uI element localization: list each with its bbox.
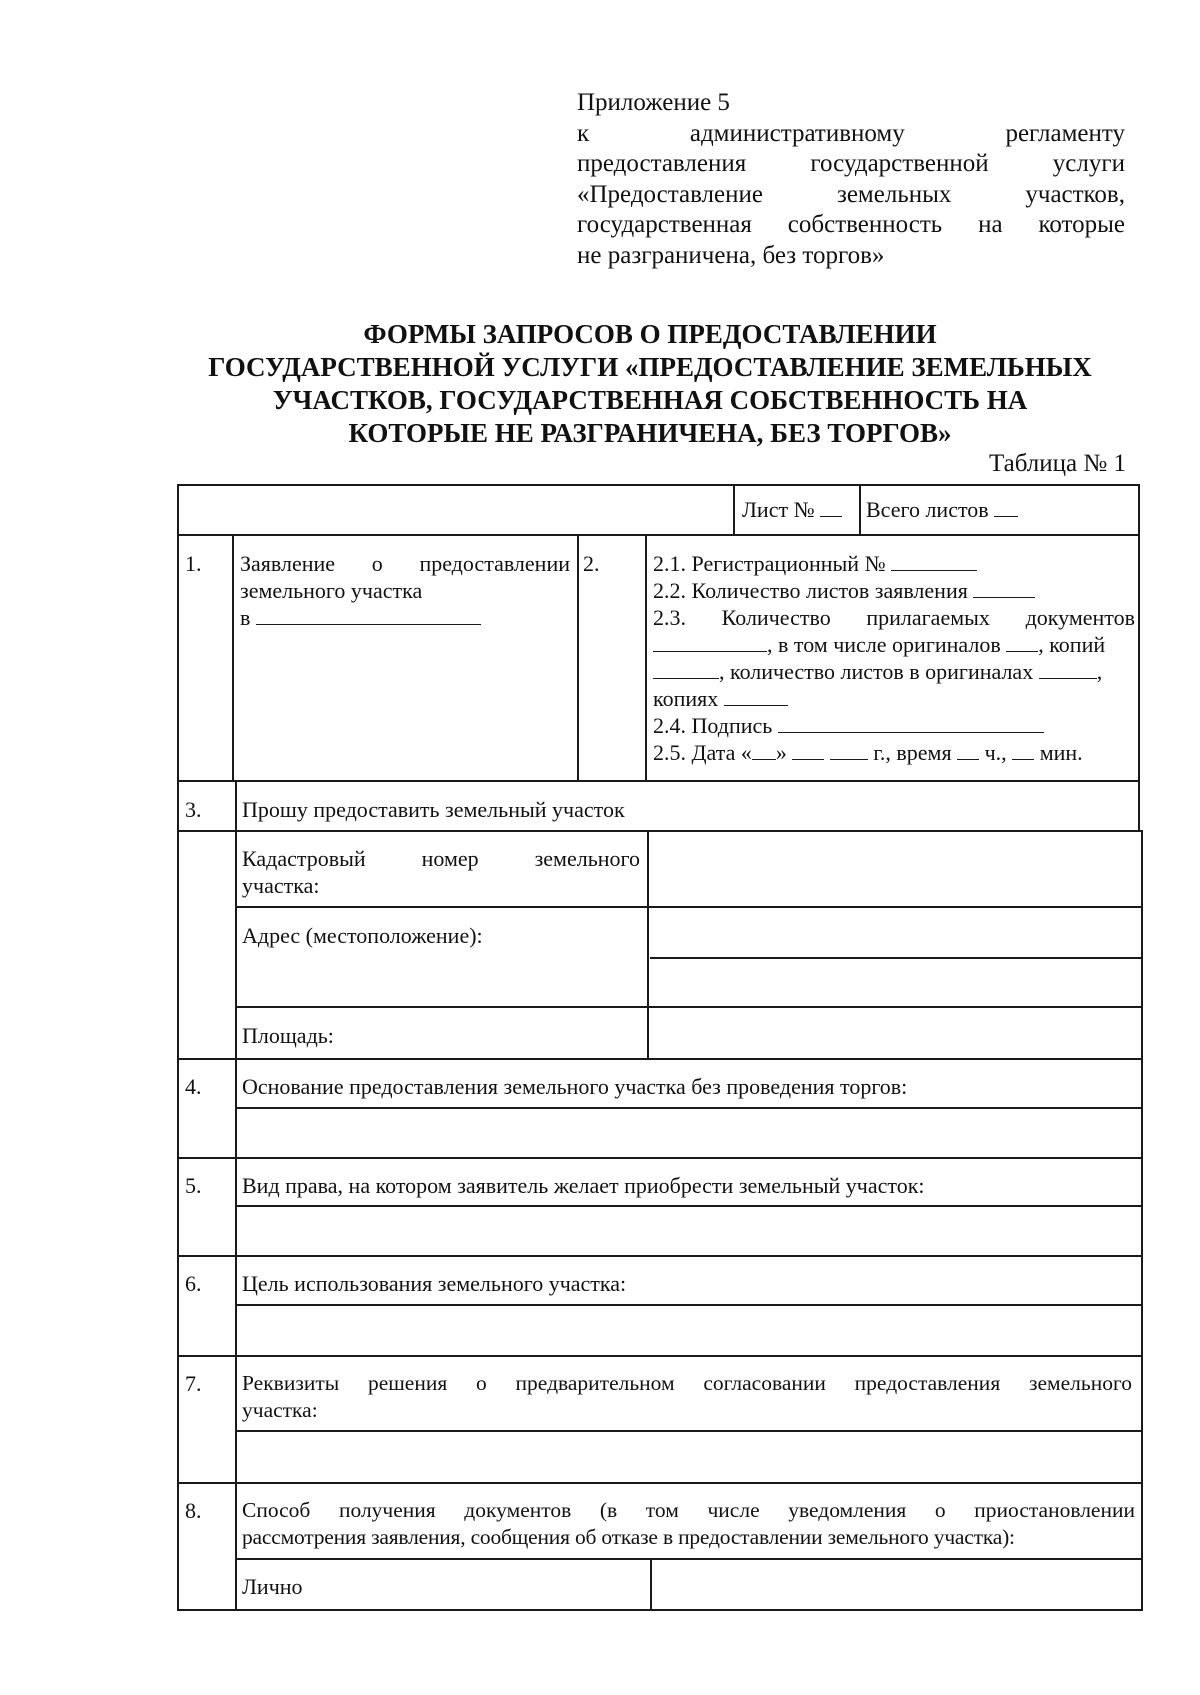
table-border [177,1609,1143,1611]
text-word: о [371,551,383,576]
table-number: Таблица № 1 [988,450,1126,477]
text-word: предоставлении [419,551,570,576]
sheet-number-label [742,496,842,523]
originals-field [653,631,1105,658]
fill-line[interactable] [820,498,842,517]
row-number: 2. [583,551,600,576]
document-title [150,318,1150,450]
fill-line[interactable] [957,741,979,760]
table-border [647,830,649,1058]
table-border [177,1482,1143,1484]
annex-line: предоставления государственной услуги [577,150,1125,177]
application-recipient [240,604,481,631]
table-border [177,1058,1143,1060]
fill-line[interactable] [724,687,788,706]
purpose-label: Цель использования земельного участка: [242,1271,627,1296]
decision-details-label-2: участка: [242,1398,318,1422]
delivery-method-label-2: рассмотрения заявления, сообщения об отказе в предоставлении земельного участка): [242,1525,1015,1549]
sheets-total-label [866,496,1018,523]
field-label: ч., [984,740,1007,765]
table-border [177,780,1140,782]
recipient-fill-line[interactable] [256,606,481,625]
fill-line[interactable] [973,579,1035,598]
annex-line: «Предоставление земельных участков, [577,180,1125,208]
field-label: 2.4. Подпись [653,713,773,738]
table-border [177,484,179,1610]
table-border [235,1430,1143,1432]
field-label: 2.2. Количество листов заявления [653,578,968,603]
row-number: 3. [185,797,202,822]
text-word: Заявление [240,551,336,576]
date-field [653,739,1083,766]
table-border [177,830,1143,832]
registration-number-field [653,550,977,577]
application-title [240,550,570,577]
annex-word: административному [689,119,905,147]
annex-word: к [577,119,590,147]
field-label: г., время [873,740,952,765]
field-label: 2.1. Регистрационный № [653,551,886,576]
table-border [859,484,861,534]
field-label: 2.5. Дата « [653,740,752,765]
row-number: 6. [185,1271,202,1296]
title-line: ГОСУДАРСТВЕННОЙ УСЛУГИ «ПРЕДОСТАВЛЕНИЕ ЗЕМЕЛЬНЫХ [208,352,1092,382]
field-label: 2.3. [653,605,686,630]
table-border [733,484,735,534]
field-label: , копий [1038,632,1106,657]
field-label: прилагаемых [866,605,990,630]
decision-details-label: Реквизиты решения о предварительном согласовании предоставления земельного [242,1371,1132,1395]
table-border [235,1205,1143,1207]
signature-field [653,712,1044,739]
title-line: КОТОРЫЕ НЕ РАЗГРАНИЧЕНА, БЕЗ ТОРГОВ» [348,418,952,448]
field-label: » [775,740,787,765]
table-border [645,534,647,780]
originals-sheets-field [653,658,1102,685]
table-border [177,1355,1143,1357]
application-sheets-field [653,577,1035,604]
annex-word: регламенту [1005,119,1125,147]
fill-line[interactable] [994,498,1018,517]
text-word: номер [421,846,479,871]
table-border [1141,830,1143,1610]
cadastral-number-label [242,845,640,872]
field-label: , количество листов в оригиналах [719,659,1034,684]
annex-header [577,88,1125,271]
area-label: Площадь: [242,1023,334,1048]
title-line: УЧАСТКОВ, ГОСУДАРСТВЕННАЯ СОБСТВЕННОСТЬ НА [272,385,1028,415]
sheets-total-text: Всего листов [866,497,989,522]
fill-line[interactable] [792,741,824,760]
annex-line: Приложение 5 [577,89,730,116]
table-border [577,534,579,780]
table-border [177,484,1140,486]
table-border [235,1107,1143,1109]
row-number: 8. [185,1498,202,1523]
attached-documents-field [653,604,1135,631]
annex-line [577,119,1125,150]
table-border [1138,484,1140,830]
table-border [650,1558,652,1609]
row-number: 5. [185,1173,202,1198]
table-border [235,1558,1143,1560]
table-border [235,780,237,1610]
field-label: , [1096,659,1103,684]
fill-line[interactable] [653,633,767,652]
fill-line[interactable] [1012,741,1034,760]
sheet-number-text: Лист № [742,497,815,522]
application-subtitle: земельного участка [240,578,423,603]
right-type-label: Вид права, на котором заявитель желает приобрести земельный участок: [242,1173,925,1198]
table-border [232,534,234,780]
cadastral-number-label-2: участка: [242,873,320,898]
delivery-method-label: Способ получения документов (в том числе уведомления о приостановлении [242,1498,1135,1522]
field-label: копиях [653,686,719,711]
basis-label: Основание предоставления земельного участка без проведения торгов: [242,1074,908,1099]
request-text: Прошу предоставить земельный участок [242,797,625,822]
fill-line[interactable] [653,660,719,679]
table-border [650,957,1143,959]
text-word: в [240,605,251,630]
row-number: 7. [185,1371,202,1396]
fill-line[interactable] [1006,633,1038,652]
copies-sheets-field [653,685,788,712]
annex-line: не разграничена, без торгов» [577,241,885,269]
fill-line[interactable] [830,741,868,760]
text-word: Кадастровый [242,846,366,871]
table-border [177,534,1140,536]
address-label: Адрес (местоположение): [242,923,483,948]
fill-line[interactable] [891,552,977,571]
table-border [235,1006,1143,1008]
row-number: 4. [185,1074,202,1099]
table-border [235,906,1143,908]
field-label: , в том числе оригиналов [767,632,1001,657]
text-word: земельного [534,846,640,871]
signature-fill-line[interactable] [778,714,1044,733]
annex-line: государственная собственность на которые [577,211,1125,238]
field-label: Количество [721,605,831,630]
table-border [177,1157,1143,1159]
row-number: 1. [185,551,202,576]
field-label: мин. [1039,740,1083,765]
delivery-personal-option[interactable]: Лично [242,1574,303,1599]
field-label: документов [1025,605,1136,630]
fill-line[interactable] [752,741,776,760]
fill-line[interactable] [1039,660,1097,679]
title-line: ФОРМЫ ЗАПРОСОВ О ПРЕДОСТАВЛЕНИИ [363,319,937,349]
table-border [235,1304,1143,1306]
table-border [177,1255,1143,1257]
